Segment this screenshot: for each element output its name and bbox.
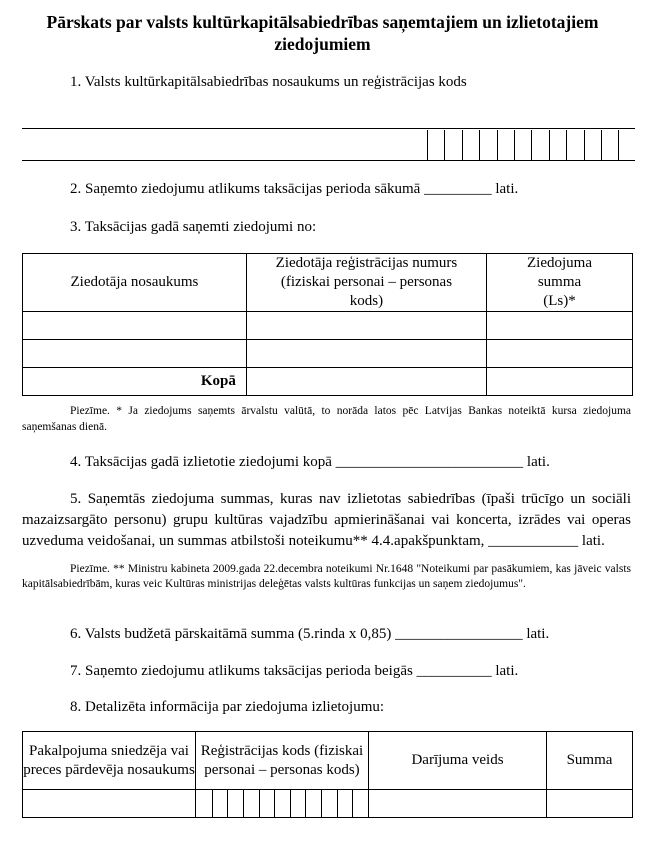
note-1: Piezīme. * Ja ziedojums saņemts ārvalstu valūtā, to norāda latos pēc Latvijas Bankas noteiktā kursa ziedojuma saņemšanas dienā. <box>22 405 631 433</box>
code-cell-divider <box>427 130 428 160</box>
item-5-label: 5. Saņemtās ziedojuma summas, kuras nav izlietotas sabiedrības (īpaši trūcīgo un sociāli mazaizsargāto personu) grupu kultūras vajadzību apmierināšanai vai koncerta, izrādes vai operas uzveduma veidošanai, un summas atbilstoši noteikumu** 4.4.apakšpunktam, ____________ lati. <box>22 491 631 549</box>
col-amount: Summa <box>547 732 633 790</box>
registration-code-field[interactable] <box>22 130 635 162</box>
col-seller-name: Pakalpojuma sniedzēja vai preces pārdevēja nosaukums <box>23 732 196 790</box>
item-2-label: 2. Saņemto ziedojumu atlikums taksācijas perioda sākumā _________ lati. <box>70 181 519 197</box>
item-3-label: 3. Taksācijas gadā saņemti ziedojumi no: <box>70 219 317 235</box>
total-sum-cell[interactable] <box>487 368 633 396</box>
code-cell-divider <box>462 130 463 160</box>
col-donation-sum: Ziedojuma summa (Ls)* <box>487 254 633 312</box>
item-6-label: 6. Valsts budžetā pārskaitāmā summa (5.rinda x 0,85) _________________ lati. <box>70 626 550 642</box>
col-donor-registration: Ziedotāja reģistrācijas numurs (fiziskai personai – personas kods) <box>246 254 486 312</box>
donation-usage-table <box>22 731 633 818</box>
company-name-line[interactable] <box>22 128 635 129</box>
item-4-label: 4. Taksācijas gadā izlietotie ziedojumi kopā _________________________ lati. <box>70 454 550 470</box>
table-row[interactable] <box>23 312 633 340</box>
total-cell[interactable] <box>246 368 486 396</box>
code-cell-divider <box>514 130 515 160</box>
code-cell-divider <box>352 790 353 817</box>
code-cell-divider <box>566 130 567 160</box>
code-cell-divider <box>305 790 306 817</box>
code-cell-divider <box>601 130 602 160</box>
item-1-label: 1. Valsts kultūrkapitālsabiedrības nosaukums un reģistrācijas kods <box>70 74 467 90</box>
code-cell-divider <box>549 130 550 160</box>
code-cell-divider <box>259 790 260 817</box>
code-cell-divider <box>321 790 322 817</box>
table-row[interactable] <box>23 340 633 368</box>
donations-received-table <box>22 253 633 396</box>
code-cell-divider <box>212 790 213 817</box>
col-donor-name: Ziedotāja nosaukums <box>23 254 247 312</box>
page-title: Pārskats par valsts kultūrkapitālsabiedrības saņemtajiem un izlietotajiem ziedojumiem <box>46 12 599 54</box>
code-cell-divider <box>243 790 244 817</box>
registration-code-cells[interactable] <box>196 790 369 818</box>
code-cell-divider <box>227 790 228 817</box>
code-cell-divider <box>290 790 291 817</box>
item-7-label: 7. Saņemto ziedojumu atlikums taksācijas perioda beigās __________ lati. <box>70 663 519 679</box>
code-cell-divider <box>274 790 275 817</box>
note-2: Piezīme. ** Ministru kabineta 2009.gada 22.decembra noteikumi Nr.1648 "Noteikumi par pasākumiem, kas jāveic valsts kapitālsabiedrībām, kuras veic Kultūras ministrijas deleģētas valsts kultūras funkcijas un saņem ziedojumus". <box>22 563 631 590</box>
col-seller-registration: Reģistrācijas kods (fiziskai personai – personas kods) <box>196 732 369 790</box>
code-cell-divider <box>584 130 585 160</box>
code-cell-divider <box>444 130 445 160</box>
code-cell-divider <box>531 130 532 160</box>
code-cell-divider <box>497 130 498 160</box>
code-cell-divider <box>337 790 338 817</box>
code-cell-divider <box>618 130 619 160</box>
item-8-label: 8. Detalizēta informācija par ziedojuma izlietojumu: <box>70 699 385 715</box>
table-row[interactable] <box>23 790 633 818</box>
code-cell-divider <box>479 130 480 160</box>
col-transaction-type: Darījuma veids <box>369 732 547 790</box>
total-label: Kopā <box>23 368 247 396</box>
